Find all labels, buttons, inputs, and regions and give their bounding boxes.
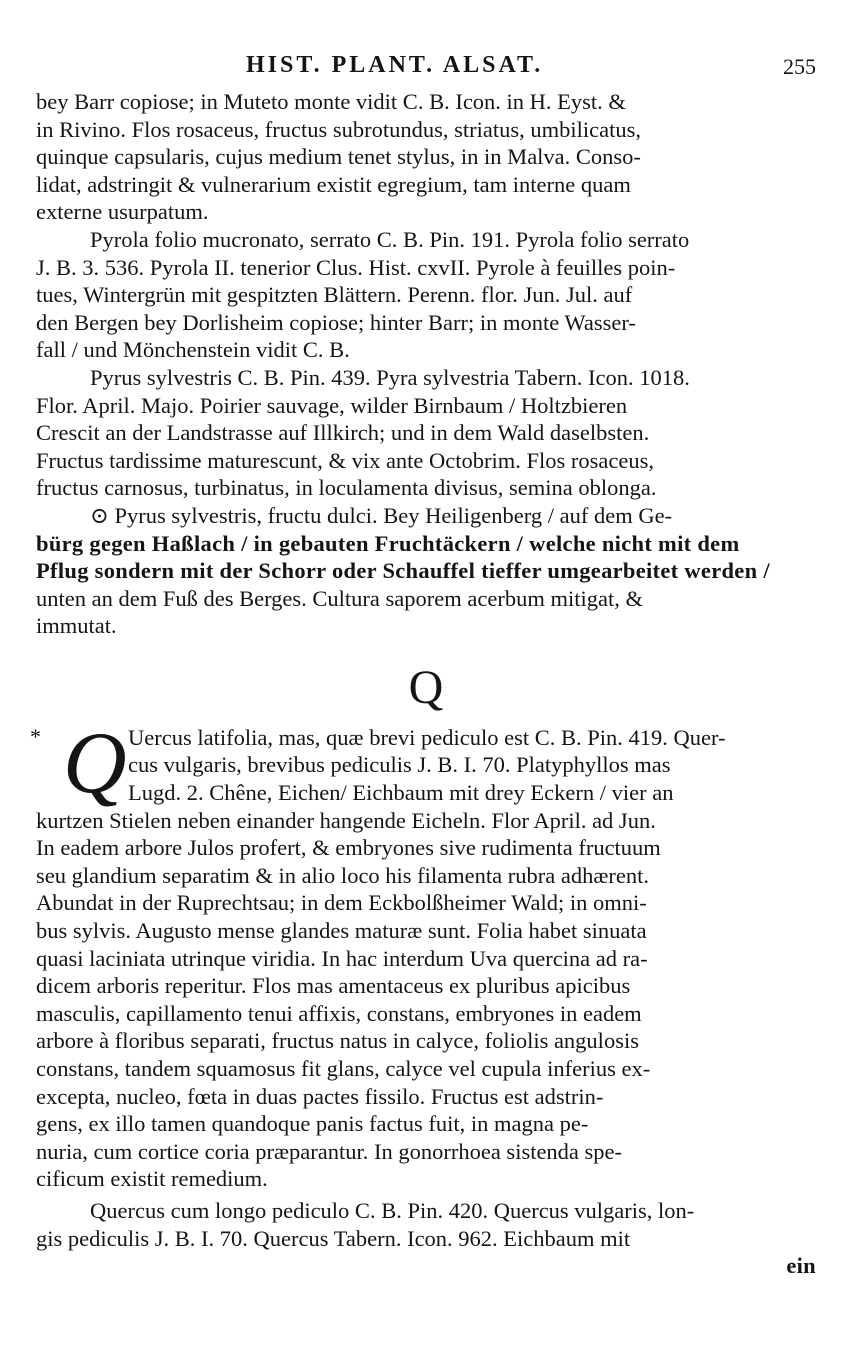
text-line: Abundat in der Ruprechtsau; in dem Eckbolßheimer Wald; in omni- — [36, 890, 647, 916]
paragraph-pyrus-dulci — [36, 502, 816, 640]
text-line: J. B. 3. 536. Pyrola II. tenerior Clus. Hist. cxvII. Pyrole à feuilles poin- — [36, 254, 676, 280]
paragraph-pyrus — [36, 364, 816, 502]
paragraph-quercus — [30, 714, 816, 1193]
text-line: constans, tandem squamosus fit glans, calyce vel cupula inferius ex- — [36, 1056, 651, 1081]
text-line: cus vulgaris, brevibus pediculis J. B. I. 70. Platyphyllos mas — [128, 752, 671, 778]
text-line: Lugd. 2. Chêne, Eichen/ Eichbaum mit drey Eckern / vier an — [128, 780, 674, 806]
text-line: in Rivino. Flos rosaceus, fructus subrotundus, striatus, umbilicatus, — [36, 116, 641, 142]
marker-asterisk: * — [30, 723, 41, 749]
paragraph-quercus-longo — [36, 1197, 816, 1280]
text-line: Pyrus sylvestris C. B. Pin. 439. Pyra sylvestria Tabern. Icon. 1018. — [90, 364, 690, 390]
text-line: tues, Wintergrün mit gespitzten Blättern. Perenn. flor. Jun. Jul. auf — [36, 282, 633, 308]
text-line: Uercus latifolia, mas, quæ brevi pediculo est C. B. Pin. 419. Quer- — [128, 724, 726, 750]
book-page — [30, 52, 816, 1280]
catchword: ein — [786, 1253, 816, 1279]
text-line: immutat. — [36, 613, 117, 639]
text-line: In eadem arbore Julos profert, & embryones sive rudimenta fructuum — [36, 835, 661, 861]
text-line: fall / und Mönchenstein vidit C. B. — [36, 337, 350, 363]
text-line: Crescit an der Landstrasse auf Illkirch; und in dem Wald daselbsten. — [36, 420, 650, 446]
drop-cap: Q — [63, 714, 127, 812]
running-header — [36, 52, 816, 88]
text-line: den Bergen bey Dorlisheim copiose; hinter Barr; in monte Wasser- — [36, 309, 636, 335]
text-line: bey Barr copiose; in Muteto monte vidit C. B. Icon. in H. Eyst. & — [36, 89, 626, 114]
text-line: fructus carnosus, turbinatus, in loculamenta divisus, semina oblonga. — [36, 475, 657, 501]
text-line: Pyrola folio mucronato, serrato C. B. Pin. 191. Pyrola folio serrato — [90, 226, 690, 252]
text-line: externe usurpatum. — [36, 199, 209, 225]
text-line: bürg gegen Haßlach / in gebauten Fruchtäckern / welche nicht mit dem — [36, 530, 740, 556]
section-letter: Q — [408, 660, 444, 714]
text-line: gis pediculis J. B. I. 70. Quercus Tabern. Icon. 962. Eichbaum mit — [36, 1225, 631, 1251]
text-line: bus sylvis. Augusto mense glandes maturæ sunt. Folia habet sinuata — [36, 918, 647, 944]
paragraph-pyrola — [36, 226, 816, 364]
running-title: HIST. PLANT. ALSAT. — [246, 52, 544, 78]
text-line: unten an dem Fuß des Berges. Cultura saporem acerbum mitigat, & — [36, 585, 643, 611]
text-line: lidat, adstringit & vulnerarium existit egregium, tam interne quam — [36, 171, 631, 197]
text-line: arbore à floribus separati, fructus natus in calyce, foliolis angulosis — [36, 1028, 639, 1054]
text-line: quasi laciniata utrinque viridia. In hac interdum Uva quercina ad ra- — [36, 945, 648, 971]
text-line: quinque capsularis, cujus medium tenet stylus, in in Malva. Conso- — [36, 144, 641, 170]
text-line: excepta, nucleo, fœta in duas pactes fissilo. Fructus est adstrin- — [36, 1083, 604, 1109]
text-line: masculis, capillamento tenui affixis, constans, embryones in eadem — [36, 1000, 642, 1026]
text-line: Flor. April. Majo. Poirier sauvage, wilder Birnbaum / Holtzbieren — [36, 392, 628, 418]
text-line: cificum existit remedium. — [36, 1166, 268, 1192]
text-line: ⊙ Pyrus sylvestris, fructu dulci. Bey Heiligenberg / auf dem Ge- — [90, 502, 673, 528]
text-line: gens, ex illo tamen quandoque panis factus fuit, in magna pe- — [36, 1111, 589, 1137]
page-number: 255 — [783, 54, 816, 79]
text-line: seu glandium separatim & in alio loco his filamenta rubra adhærent. — [36, 862, 649, 888]
text-line: Fructus tardissime maturescunt, & vix ante Octobrim. Flos rosaceus, — [36, 447, 655, 473]
text-line: nuria, cum cortice coria præparantur. In gonorrhoea sistenda spe- — [36, 1138, 623, 1164]
paragraph-barr — [36, 88, 816, 226]
text-line: Pflug sondern mit der Schorr oder Schauffel tieffer umgearbeitet werden / — [36, 558, 770, 584]
text-line: dicem arboris reperitur. Flos mas amentaceus ex pluribus apicibus — [36, 973, 631, 999]
text-line: kurtzen Stielen neben einander hangende Eicheln. Flor April. ad Jun. — [36, 807, 656, 833]
text-line: Quercus cum longo pediculo C. B. Pin. 420. Quercus vulgaris, lon- — [90, 1197, 695, 1223]
